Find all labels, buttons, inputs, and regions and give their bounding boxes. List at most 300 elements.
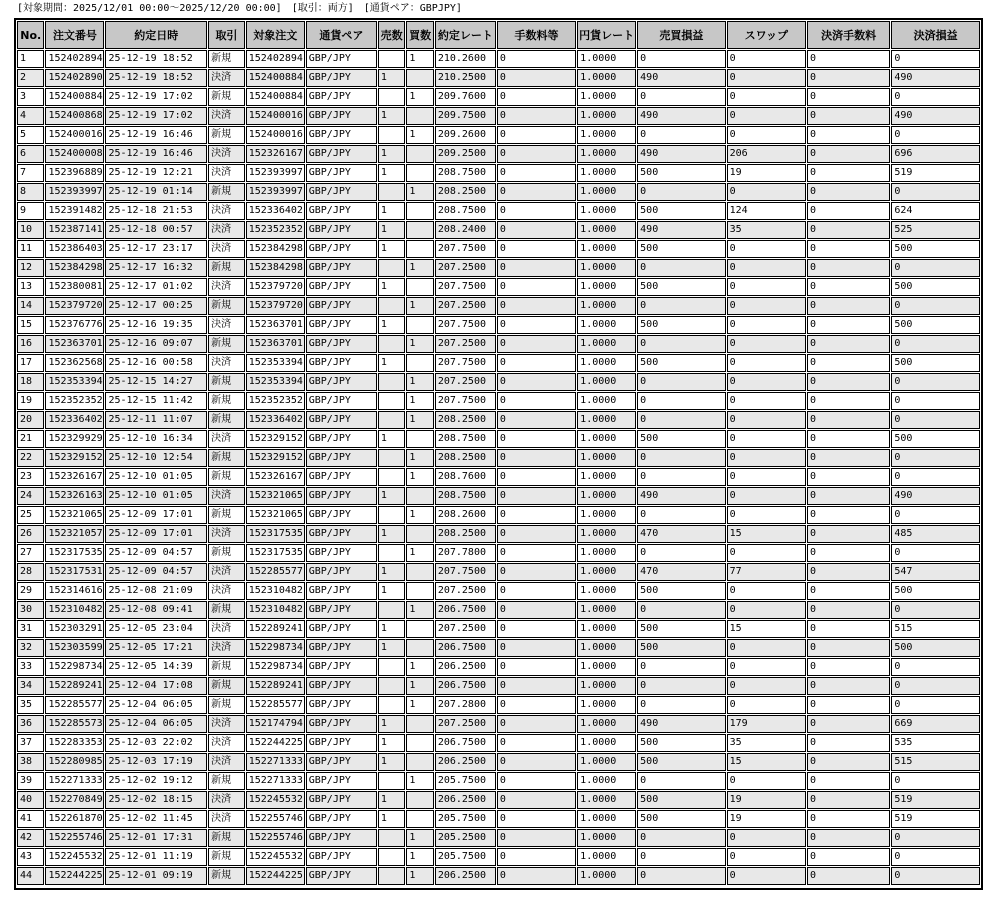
table-cell: 決済 bbox=[208, 145, 245, 163]
table-row bbox=[17, 221, 980, 239]
table-cell: 500 bbox=[637, 639, 725, 657]
table-cell: 25-12-09 17:01 bbox=[105, 506, 207, 524]
table-cell: 1 bbox=[406, 392, 433, 410]
table-cell: 0 bbox=[727, 316, 806, 334]
table-cell: 0 bbox=[807, 810, 890, 828]
table-cell: 0 bbox=[497, 202, 576, 220]
table-cell: 1.0000 bbox=[577, 164, 636, 182]
table-cell: 500 bbox=[637, 316, 725, 334]
table-cell: 25-12-15 11:42 bbox=[105, 392, 207, 410]
table-cell bbox=[406, 791, 433, 809]
column-header: 売買損益 bbox=[637, 21, 725, 49]
table-cell: 208.2500 bbox=[435, 449, 496, 467]
table-cell: 207.7500 bbox=[435, 392, 496, 410]
table-cell: GBP/JPY bbox=[306, 696, 377, 714]
table-cell: 152285573 bbox=[45, 715, 104, 733]
table-cell: 0 bbox=[807, 696, 890, 714]
table-cell: 25-12-04 06:05 bbox=[105, 715, 207, 733]
table-cell: 0 bbox=[807, 69, 890, 87]
table-cell: 0 bbox=[807, 411, 890, 429]
table-cell: 0 bbox=[497, 658, 576, 676]
table-cell: 152321065 bbox=[246, 506, 305, 524]
table-cell: 38 bbox=[17, 753, 44, 771]
table-cell: 決済 bbox=[208, 753, 245, 771]
table-cell: 0 bbox=[497, 240, 576, 258]
table-cell: 1.0000 bbox=[577, 69, 636, 87]
table-cell: 1 bbox=[406, 259, 433, 277]
table-cell: 0 bbox=[891, 772, 980, 790]
table-cell: 0 bbox=[891, 677, 980, 695]
table-cell: 152379720 bbox=[246, 278, 305, 296]
table-cell: 新規 bbox=[208, 658, 245, 676]
table-cell: 0 bbox=[807, 582, 890, 600]
table-row bbox=[17, 107, 980, 125]
table-cell: 209.2600 bbox=[435, 126, 496, 144]
table-cell: 0 bbox=[727, 677, 806, 695]
table-cell: 決済 bbox=[208, 69, 245, 87]
table-cell: 206.2500 bbox=[435, 791, 496, 809]
table-cell: 0 bbox=[497, 753, 576, 771]
table-cell bbox=[378, 506, 405, 524]
table-cell bbox=[406, 202, 433, 220]
table-cell: 25-12-10 01:05 bbox=[105, 468, 207, 486]
table-cell: GBP/JPY bbox=[306, 278, 377, 296]
filter-summary bbox=[17, 2, 462, 16]
table-cell: 25-12-03 22:02 bbox=[105, 734, 207, 752]
table-cell bbox=[378, 829, 405, 847]
table-cell: 152393997 bbox=[246, 164, 305, 182]
table-cell: 0 bbox=[727, 392, 806, 410]
column-header: 約定レート bbox=[435, 21, 496, 49]
table-cell: 30 bbox=[17, 601, 44, 619]
table-cell: 25-12-17 01:02 bbox=[105, 278, 207, 296]
table-cell: 0 bbox=[807, 316, 890, 334]
table-cell: 1.0000 bbox=[577, 867, 636, 885]
table-cell: 0 bbox=[807, 563, 890, 581]
table-cell: 1.0000 bbox=[577, 525, 636, 543]
table-cell: 152400008 bbox=[45, 145, 104, 163]
table-cell: 25-12-02 18:15 bbox=[105, 791, 207, 809]
table-cell: 0 bbox=[497, 772, 576, 790]
table-cell: 0 bbox=[497, 867, 576, 885]
table-cell: 1.0000 bbox=[577, 183, 636, 201]
table-cell bbox=[378, 544, 405, 562]
column-header: 対象注文 bbox=[246, 21, 305, 49]
table-cell: 新規 bbox=[208, 411, 245, 429]
table-cell: 25-12-19 16:46 bbox=[105, 145, 207, 163]
table-cell: 1.0000 bbox=[577, 696, 636, 714]
table-cell: 152363701 bbox=[45, 335, 104, 353]
table-cell: 25-12-01 09:19 bbox=[105, 867, 207, 885]
table-cell: 0 bbox=[727, 582, 806, 600]
table-cell: 決済 bbox=[208, 316, 245, 334]
table-cell: 1 bbox=[406, 183, 433, 201]
table-cell: 152317535 bbox=[246, 544, 305, 562]
table-cell: 1 bbox=[378, 639, 405, 657]
table-cell: 206.7500 bbox=[435, 639, 496, 657]
column-header: 通貨ペア bbox=[306, 21, 377, 49]
table-cell: 208.7500 bbox=[435, 487, 496, 505]
table-cell: 0 bbox=[637, 867, 725, 885]
table-cell: 500 bbox=[637, 620, 725, 638]
table-cell: 152353394 bbox=[45, 373, 104, 391]
table-cell: 208.2500 bbox=[435, 525, 496, 543]
table-cell: 208.2500 bbox=[435, 411, 496, 429]
table-cell: 0 bbox=[807, 354, 890, 372]
table-cell: 新規 bbox=[208, 373, 245, 391]
table-cell: 1 bbox=[406, 468, 433, 486]
table-cell: 1 bbox=[406, 601, 433, 619]
table-cell: 0 bbox=[497, 829, 576, 847]
table-cell: 16 bbox=[17, 335, 44, 353]
table-cell: 152391482 bbox=[45, 202, 104, 220]
table-cell: GBP/JPY bbox=[306, 715, 377, 733]
table-cell: 0 bbox=[497, 354, 576, 372]
table-cell: 1.0000 bbox=[577, 202, 636, 220]
table-cell: 152326163 bbox=[45, 487, 104, 505]
table-cell: 1 bbox=[406, 88, 433, 106]
table-cell: 0 bbox=[807, 430, 890, 448]
table-cell: 0 bbox=[497, 183, 576, 201]
table-row bbox=[17, 126, 980, 144]
table-cell: 0 bbox=[497, 525, 576, 543]
table-cell: 25-12-10 12:54 bbox=[105, 449, 207, 467]
table-cell: 43 bbox=[17, 848, 44, 866]
table-row bbox=[17, 69, 980, 87]
table-cell: 152261870 bbox=[45, 810, 104, 828]
table-row bbox=[17, 468, 980, 486]
table-cell: 決済 bbox=[208, 354, 245, 372]
table-row bbox=[17, 202, 980, 220]
table-cell: 決済 bbox=[208, 715, 245, 733]
table-cell: 0 bbox=[807, 202, 890, 220]
table-row bbox=[17, 430, 980, 448]
table-cell: 0 bbox=[497, 259, 576, 277]
table-cell: 25-12-05 17:21 bbox=[105, 639, 207, 657]
table-cell: 決済 bbox=[208, 202, 245, 220]
table-cell: 0 bbox=[891, 183, 980, 201]
table-cell: 0 bbox=[807, 145, 890, 163]
table-cell: 1 bbox=[378, 316, 405, 334]
table-cell: 1 bbox=[378, 221, 405, 239]
table-cell: 0 bbox=[891, 297, 980, 315]
table-cell bbox=[406, 69, 433, 87]
table-cell: 28 bbox=[17, 563, 44, 581]
table-cell: 0 bbox=[637, 601, 725, 619]
table-cell: 0 bbox=[637, 677, 725, 695]
table-cell: 19 bbox=[727, 791, 806, 809]
table-cell: GBP/JPY bbox=[306, 506, 377, 524]
table-cell: 0 bbox=[727, 487, 806, 505]
table-cell: 新規 bbox=[208, 601, 245, 619]
table-cell: 0 bbox=[807, 50, 890, 68]
table-cell: 6 bbox=[17, 145, 44, 163]
table-cell: 12 bbox=[17, 259, 44, 277]
table-cell: 25-12-16 09:07 bbox=[105, 335, 207, 353]
table-cell bbox=[378, 772, 405, 790]
table-cell: 39 bbox=[17, 772, 44, 790]
table-cell: 25-12-18 00:57 bbox=[105, 221, 207, 239]
table-cell: 207.2500 bbox=[435, 335, 496, 353]
table-cell: 23 bbox=[17, 468, 44, 486]
table-cell: 0 bbox=[807, 126, 890, 144]
table-cell: 0 bbox=[891, 601, 980, 619]
table-cell: 152283353 bbox=[45, 734, 104, 752]
table-cell: 1.0000 bbox=[577, 430, 636, 448]
table-cell: 490 bbox=[891, 69, 980, 87]
column-header: No. bbox=[17, 21, 44, 49]
table-cell: GBP/JPY bbox=[306, 677, 377, 695]
table-cell: 0 bbox=[497, 411, 576, 429]
table-cell: 624 bbox=[891, 202, 980, 220]
table-cell: 0 bbox=[891, 829, 980, 847]
table-cell: 152298734 bbox=[246, 658, 305, 676]
table-cell: 26 bbox=[17, 525, 44, 543]
table-cell: 0 bbox=[727, 468, 806, 486]
table-cell: 1 bbox=[406, 772, 433, 790]
table-cell: 210.2500 bbox=[435, 69, 496, 87]
table-cell: 7 bbox=[17, 164, 44, 182]
table-cell: 新規 bbox=[208, 88, 245, 106]
table-cell: 152317535 bbox=[45, 544, 104, 562]
table-cell: 0 bbox=[637, 335, 725, 353]
table-cell: 0 bbox=[727, 506, 806, 524]
table-cell: 470 bbox=[637, 525, 725, 543]
table-cell: 500 bbox=[891, 430, 980, 448]
table-cell: 152402890 bbox=[45, 69, 104, 87]
table-cell: 1 bbox=[378, 582, 405, 600]
table-cell bbox=[378, 468, 405, 486]
table-cell: 208.7500 bbox=[435, 164, 496, 182]
table-cell: 0 bbox=[497, 810, 576, 828]
table-cell: 207.7500 bbox=[435, 563, 496, 581]
table-row bbox=[17, 278, 980, 296]
table-cell: 9 bbox=[17, 202, 44, 220]
table-cell: 152310482 bbox=[45, 601, 104, 619]
table-cell: 1 bbox=[406, 373, 433, 391]
table-cell: 152400868 bbox=[45, 107, 104, 125]
table-cell: 0 bbox=[891, 544, 980, 562]
table-row bbox=[17, 354, 980, 372]
table-row bbox=[17, 696, 980, 714]
table-cell: 40 bbox=[17, 791, 44, 809]
table-cell: 0 bbox=[497, 297, 576, 315]
table-cell: 0 bbox=[807, 506, 890, 524]
table-cell: 1 bbox=[378, 715, 405, 733]
table-cell: 32 bbox=[17, 639, 44, 657]
table-cell: 決済 bbox=[208, 278, 245, 296]
table-cell bbox=[378, 392, 405, 410]
table-cell: GBP/JPY bbox=[306, 88, 377, 106]
table-cell: 490 bbox=[891, 487, 980, 505]
table-row bbox=[17, 487, 980, 505]
table-cell: 152326167 bbox=[246, 468, 305, 486]
table-cell: 0 bbox=[637, 772, 725, 790]
table-cell: GBP/JPY bbox=[306, 164, 377, 182]
table-cell: 0 bbox=[727, 867, 806, 885]
table-cell: 208.7500 bbox=[435, 202, 496, 220]
table-cell bbox=[406, 221, 433, 239]
table-cell: 36 bbox=[17, 715, 44, 733]
table-cell: 490 bbox=[637, 487, 725, 505]
table-cell: 547 bbox=[891, 563, 980, 581]
table-cell bbox=[378, 50, 405, 68]
table-row bbox=[17, 677, 980, 695]
table-cell: 1 bbox=[378, 563, 405, 581]
table-cell: 42 bbox=[17, 829, 44, 847]
table-cell: 0 bbox=[727, 639, 806, 657]
table-cell: 新規 bbox=[208, 506, 245, 524]
table-cell: 0 bbox=[727, 50, 806, 68]
table-cell: 1 bbox=[378, 791, 405, 809]
table-cell: 515 bbox=[891, 620, 980, 638]
table-cell: 152400016 bbox=[246, 126, 305, 144]
table-cell: 19 bbox=[727, 810, 806, 828]
column-header: スワップ bbox=[727, 21, 806, 49]
table-cell: 新規 bbox=[208, 335, 245, 353]
table-cell: 29 bbox=[17, 582, 44, 600]
table-cell: 25-12-17 23:17 bbox=[105, 240, 207, 258]
table-cell: 1 bbox=[378, 202, 405, 220]
table-cell: 1.0000 bbox=[577, 753, 636, 771]
table-cell: 152402894 bbox=[45, 50, 104, 68]
table-cell: 1 bbox=[406, 506, 433, 524]
table-cell: 0 bbox=[807, 525, 890, 543]
table-cell: 0 bbox=[727, 354, 806, 372]
table-cell: 1 bbox=[406, 544, 433, 562]
table-cell: 0 bbox=[497, 506, 576, 524]
table-row bbox=[17, 772, 980, 790]
table-cell: 決済 bbox=[208, 525, 245, 543]
table-cell: 1.0000 bbox=[577, 278, 636, 296]
table-cell: 210.2600 bbox=[435, 50, 496, 68]
table-cell: 0 bbox=[807, 639, 890, 657]
table-cell: 0 bbox=[807, 335, 890, 353]
table-cell: 152317535 bbox=[246, 525, 305, 543]
table-cell: 525 bbox=[891, 221, 980, 239]
table-cell: 209.2500 bbox=[435, 145, 496, 163]
table-row bbox=[17, 88, 980, 106]
table-cell: 1 bbox=[406, 848, 433, 866]
table-cell: 決済 bbox=[208, 563, 245, 581]
table-row bbox=[17, 50, 980, 68]
table-cell: 1 bbox=[406, 50, 433, 68]
table-cell: 152352352 bbox=[45, 392, 104, 410]
table-cell: 0 bbox=[807, 278, 890, 296]
table-row bbox=[17, 563, 980, 581]
table-cell: 208.2500 bbox=[435, 183, 496, 201]
table-cell: 1 bbox=[378, 164, 405, 182]
table-cell: 206 bbox=[727, 145, 806, 163]
table-cell: 152298734 bbox=[246, 639, 305, 657]
table-cell: 0 bbox=[891, 848, 980, 866]
table-cell: 1.0000 bbox=[577, 506, 636, 524]
table-row bbox=[17, 734, 980, 752]
table-cell: 33 bbox=[17, 658, 44, 676]
table-row bbox=[17, 335, 980, 353]
table-cell: 1.0000 bbox=[577, 335, 636, 353]
table-cell: 0 bbox=[497, 715, 576, 733]
table-cell: 0 bbox=[637, 126, 725, 144]
table-cell: 152402894 bbox=[246, 50, 305, 68]
table-cell: 0 bbox=[497, 677, 576, 695]
table-cell: 0 bbox=[807, 829, 890, 847]
table-cell: 500 bbox=[637, 354, 725, 372]
table-cell: 152280985 bbox=[45, 753, 104, 771]
table-cell: 0 bbox=[727, 449, 806, 467]
table-cell: 15 bbox=[727, 753, 806, 771]
table-cell: 0 bbox=[727, 544, 806, 562]
table-cell: GBP/JPY bbox=[306, 601, 377, 619]
table-cell: 新規 bbox=[208, 259, 245, 277]
table-cell: GBP/JPY bbox=[306, 848, 377, 866]
table-cell bbox=[378, 335, 405, 353]
table-cell: 1.0000 bbox=[577, 316, 636, 334]
table-cell: 0 bbox=[727, 69, 806, 87]
table-cell bbox=[378, 126, 405, 144]
table-cell bbox=[406, 354, 433, 372]
table-cell: GBP/JPY bbox=[306, 753, 377, 771]
table-cell: 新規 bbox=[208, 183, 245, 201]
table-cell: 206.2500 bbox=[435, 867, 496, 885]
table-row bbox=[17, 525, 980, 543]
table-cell: 152285577 bbox=[45, 696, 104, 714]
table-cell: 0 bbox=[807, 164, 890, 182]
table-cell: 470 bbox=[637, 563, 725, 581]
table-cell: 500 bbox=[637, 202, 725, 220]
table-row bbox=[17, 297, 980, 315]
table-cell: GBP/JPY bbox=[306, 411, 377, 429]
table-cell: 0 bbox=[807, 88, 890, 106]
table-cell: 10 bbox=[17, 221, 44, 239]
table-cell: 0 bbox=[807, 848, 890, 866]
table-cell: 152396889 bbox=[45, 164, 104, 182]
table-cell: 0 bbox=[891, 696, 980, 714]
table-cell: 500 bbox=[891, 278, 980, 296]
table-cell: 1.0000 bbox=[577, 620, 636, 638]
table-cell: 1 bbox=[378, 240, 405, 258]
column-header: 決済手数料 bbox=[807, 21, 890, 49]
table-cell: 44 bbox=[17, 867, 44, 885]
table-cell: 207.7500 bbox=[435, 240, 496, 258]
table-cell: 1 bbox=[378, 753, 405, 771]
table-cell bbox=[406, 107, 433, 125]
table-cell bbox=[406, 563, 433, 581]
table-cell: 25-12-08 21:09 bbox=[105, 582, 207, 600]
table-cell: 0 bbox=[727, 829, 806, 847]
table-cell: 新規 bbox=[208, 449, 245, 467]
table-cell: 1 bbox=[406, 829, 433, 847]
table-cell: 152285577 bbox=[246, 696, 305, 714]
table-cell: 0 bbox=[891, 468, 980, 486]
table-cell: 27 bbox=[17, 544, 44, 562]
table-cell: 1.0000 bbox=[577, 107, 636, 125]
table-cell: 5 bbox=[17, 126, 44, 144]
table-cell: 新規 bbox=[208, 677, 245, 695]
table-cell: 25-12-09 04:57 bbox=[105, 563, 207, 581]
table-cell: 0 bbox=[497, 544, 576, 562]
table-cell: 485 bbox=[891, 525, 980, 543]
table-cell: GBP/JPY bbox=[306, 829, 377, 847]
table-cell: 152393997 bbox=[246, 183, 305, 201]
table-cell: 205.7500 bbox=[435, 810, 496, 828]
table-cell: 206.7500 bbox=[435, 601, 496, 619]
table-cell: GBP/JPY bbox=[306, 468, 377, 486]
table-cell: 152362568 bbox=[45, 354, 104, 372]
table-cell: 25-12-19 17:02 bbox=[105, 88, 207, 106]
table-cell: 新規 bbox=[208, 392, 245, 410]
table-cell: 0 bbox=[807, 544, 890, 562]
